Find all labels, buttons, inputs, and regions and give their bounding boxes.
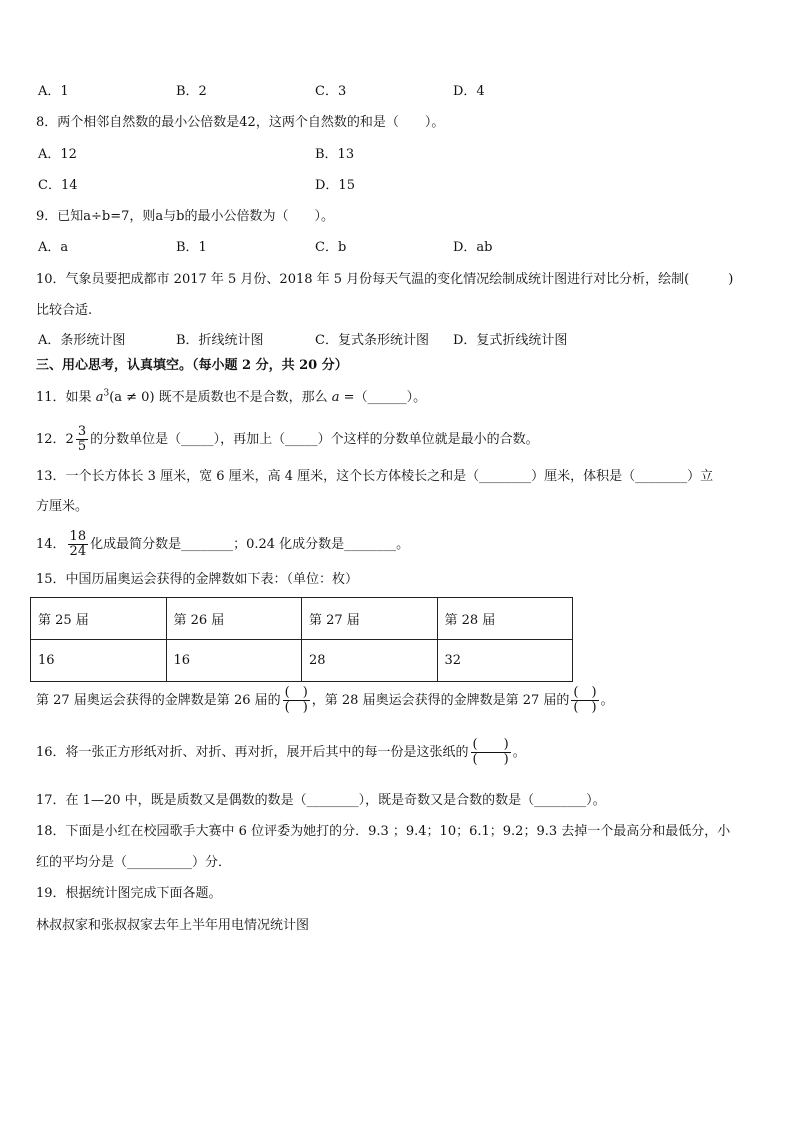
- q10-option-a: A．条形统计图: [38, 333, 126, 348]
- q10-option-d: D．复式折线统计图: [453, 333, 568, 348]
- q15-blank-fraction-1: $\frac{( )}{( )}$: [284, 685, 308, 715]
- chart-caption: 林叔叔家和张叔叔家去年上半年用电情况统计图: [36, 918, 310, 933]
- q12-question: 12．2 $\frac{3}{5}$ 的分数单位是（_____），再加上（_____）个这样的分数单位就是最小的合数。: [36, 424, 539, 454]
- q18-question-line1: 18．下面是小红在校园歌手大赛中 6 位评委为她打的分．9.3 ；9.4；10；6.1；9.2；9.3 去掉一个最高分和最低分，小: [36, 824, 731, 839]
- table-header-row: [31, 598, 573, 640]
- q9-option-d: D．ab: [453, 240, 493, 255]
- table-cell: 16: [31, 640, 167, 682]
- table-cell: 16: [166, 640, 302, 682]
- q7-option-b: B．2: [176, 84, 207, 99]
- q13-question-line2: 方厘米。: [36, 499, 89, 514]
- q8-option-b: B．13: [315, 147, 355, 162]
- q7-option-a: A．1: [38, 84, 69, 99]
- q8-option-a: A．12: [38, 147, 77, 162]
- section-heading: 三、用心思考，认真填空。（每小题 2 分，共 20 分）: [36, 358, 348, 373]
- q8-question: 8．两个相邻自然数的最小公倍数是42，这两个自然数的和是（ ）。: [36, 115, 445, 130]
- q18-question-line2: 红的平均分是（__________）分．: [36, 855, 232, 870]
- q17-question: 17．在 1—20 中，既是质数又是偶数的数是（________），既是奇数又是合数的数是（________）。: [36, 793, 606, 808]
- q7-option-c: C．3: [315, 84, 347, 99]
- table-cell: 28: [302, 640, 438, 682]
- table-row: [31, 640, 573, 682]
- q8-option-c: C．14: [38, 178, 78, 193]
- q10-question-line2: 比较合适.: [36, 303, 93, 318]
- q10-option-c: C．复式条形统计图: [315, 333, 429, 348]
- q16-question: 16．将一张正方形纸对折、对折、再对折，展开后其中的每一份是这张纸的 $\frac{( )}{( )}$ 。: [36, 737, 526, 767]
- q9-question: 9．已知a÷b=7，则a与b的最小公倍数为（ ）。: [36, 209, 334, 224]
- q10-option-b: B．折线统计图: [176, 333, 264, 348]
- q15-question: 15．中国历届奥运会获得的金牌数如下表：（单位：枚）: [36, 572, 359, 587]
- q15-followup: 第 27 届奥运会获得的金牌数是第 26 届的 $\frac{( )}{( )}$ ，第 28 届奥运会获得的金牌数是第 27 届的 $\frac{( )}{( )}$ 。: [36, 685, 614, 715]
- table-header-cell: 第 25 届: [31, 598, 167, 640]
- table-header-cell: 第 27 届: [302, 598, 438, 640]
- q9-option-a: A．a: [38, 240, 69, 255]
- q13-question-line1: 13．一个长方体长 3 厘米，宽 6 厘米，高 4 厘米，这个长方体棱长之和是（________）厘米，体积是（________）立: [36, 469, 714, 484]
- q12-fraction: $\frac{3}{5}$: [77, 424, 87, 454]
- table-header-cell: 第 28 届: [437, 598, 573, 640]
- q12-mixed-number-whole: 2: [65, 432, 74, 447]
- q9-option-b: B．1: [176, 240, 207, 255]
- medal-table: [30, 597, 573, 682]
- q9-option-c: C．b: [315, 240, 347, 255]
- q15-blank-fraction-2: $\frac{( )}{( )}$: [573, 685, 597, 715]
- q8-option-d: D．15: [315, 178, 355, 193]
- q19-question: 19．根据统计图完成下面各题。: [36, 886, 222, 901]
- q16-blank-fraction: $\frac{( )}{( )}$: [472, 737, 509, 767]
- q14-fraction: $\frac{18}{24}$: [69, 529, 87, 559]
- q10-question-line1: 10．气象员要把成都市 2017 年 5 月份、2018 年 5 月份每天气温的变化情况绘制成统计图进行对比分析，绘制( ): [36, 272, 734, 287]
- q11-var-a: a: [95, 390, 104, 405]
- table-cell: 32: [437, 640, 573, 682]
- table-header-cell: 第 26 届: [166, 598, 302, 640]
- q7-option-d: D．4: [453, 84, 485, 99]
- q14-question: 14． $\frac{18}{24}$ 化成最简分数是________；0.24 化成分数是________。: [36, 529, 410, 559]
- q11-question: 11．如果 $a^3(a \ne 0)$ 既不是质数也不是合数，那么 a =（______）。: [36, 388, 427, 405]
